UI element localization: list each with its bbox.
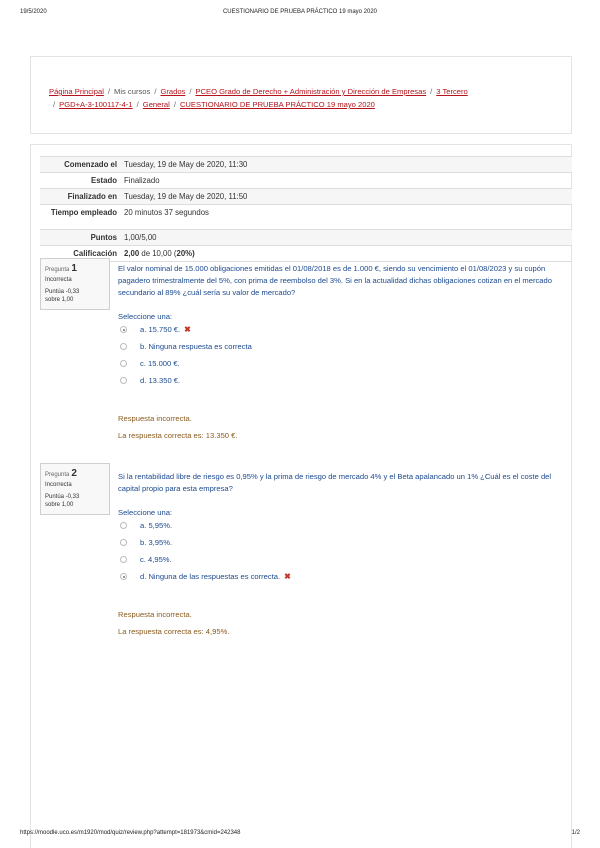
radio-icon[interactable] [120, 377, 127, 384]
answer-option[interactable] [120, 551, 291, 568]
grade-line: sobre 1,00 [45, 502, 74, 508]
summary-row-state [40, 173, 572, 189]
option-label: b. Ninguna respuesta es correcta [140, 342, 252, 351]
breadcrumb-year[interactable]: 3 Tercero [436, 87, 468, 96]
option-label: a. 15.750 €. [140, 325, 181, 334]
grade-line: Puntúa -0,33 [45, 289, 80, 295]
summary-label: Puntos [90, 233, 117, 242]
radio-selected-icon[interactable] [120, 326, 127, 333]
breadcrumb-course[interactable]: PGD+A-3-100117-4-1 [59, 100, 133, 109]
breadcrumb-separator: / [173, 100, 176, 109]
answer-option[interactable] [120, 338, 252, 355]
question-text: El valor nominal de 15.000 obligaciones emitidas el 01/08/2018 es de 1.000 €, siendo su vencimiento el 01/08/2023 y su cupón pagadero trimestralmente del 5%, con prima de reembolso del 3%. Si en la actualidad dichas obligaciones cotizan en el mercado secundario al 89% ¿cuál sería su valor de mercado? [118, 264, 552, 297]
grade-line: sobre 1,00 [45, 297, 74, 303]
summary-label: Finalizado en [67, 192, 117, 201]
answer-option[interactable] [120, 568, 291, 585]
question-number [45, 263, 105, 274]
question-text: Si la rentabilidad libre de riesgo es 0,95% y la prima de riesgo de mercado 4% y el Beta apalancado un 1% ¿Cuál es el coste del capital propio para esta empresa? [118, 472, 552, 493]
summary-row-started [40, 157, 572, 173]
summary-value: 20 minutos 37 segundos [124, 208, 209, 217]
summary-label: Estado [91, 176, 117, 185]
breadcrumb-container [30, 56, 572, 134]
grade-score: 2,00 [124, 249, 140, 258]
question-number [45, 468, 105, 479]
option-label: d. 13.350 €. [140, 376, 181, 385]
question-number-value: 2 [71, 468, 77, 479]
radio-icon[interactable] [120, 343, 127, 350]
breadcrumb-degrees[interactable]: Grados [160, 87, 186, 96]
answer-options [120, 517, 291, 585]
breadcrumb-separator: / [189, 87, 192, 96]
summary-row-points [40, 230, 572, 246]
question-feedback [118, 606, 229, 640]
summary-label: Calificación [73, 249, 117, 258]
question-grade [45, 288, 105, 304]
summary-row-finished [40, 189, 572, 205]
incorrect-icon: ✖ [284, 572, 291, 581]
print-title: CUESTIONARIO DE PRUEBA PRÁCTICO 19 mayo 2020 [222, 9, 378, 15]
answer-options [120, 321, 252, 389]
breadcrumb-separator: / [154, 87, 157, 96]
print-url: https://moodle.uco.es/m1920/mod/quiz/review.php?attempt=181973&cmid=242348 [20, 830, 241, 836]
answer-prompt: Seleccione una: [118, 312, 173, 321]
summary-value: Tuesday, 19 de May de 2020, 11:50 [124, 192, 248, 201]
summary-value [117, 246, 572, 261]
answer-option[interactable] [120, 534, 291, 551]
summary-value: 1,00/5,00 [124, 233, 157, 242]
radio-icon[interactable] [120, 539, 127, 546]
question-label: Pregunta [45, 267, 70, 273]
option-label: d. Ninguna de las respuestas es correcta. [140, 572, 281, 581]
radio-icon[interactable] [120, 360, 127, 367]
breadcrumb-program[interactable]: PCEO Grado de Derecho + Administración y Dirección de Empresas [195, 87, 427, 96]
feedback-result: Respuesta incorrecta. [118, 414, 192, 423]
radio-icon[interactable] [120, 556, 127, 563]
option-label: a. 5,95%. [140, 521, 173, 530]
breadcrumb [49, 85, 559, 111]
answer-option[interactable] [120, 321, 252, 338]
answer-option[interactable] [120, 517, 291, 534]
question-state: Incorrecta [45, 482, 72, 488]
option-label: c. 15.000 €. [140, 359, 180, 368]
breadcrumb-separator: / [430, 87, 433, 96]
question-grade [45, 493, 105, 509]
grade-suffix: %) [185, 249, 195, 258]
feedback-correct-answer: La respuesta correcta es: 4,95%. [118, 627, 230, 636]
attempt-summary-table [40, 156, 572, 262]
breadcrumb-separator: / [136, 100, 139, 109]
breadcrumb-separator: / [53, 100, 56, 109]
option-label: b. 3,95%. [140, 538, 173, 547]
question-info [40, 463, 110, 515]
question-state: Incorrecta [45, 277, 72, 283]
breadcrumb-my-courses: Mis cursos [114, 87, 151, 96]
print-page-number: 1/2 [571, 830, 580, 836]
option-label: c. 4,95%. [140, 555, 172, 564]
feedback-correct-answer: La respuesta correcta es: 13.350 €. [118, 431, 238, 440]
feedback-result: Respuesta incorrecta. [118, 610, 192, 619]
answer-option[interactable] [120, 372, 252, 389]
radio-icon[interactable] [120, 522, 127, 529]
breadcrumb-separator: / [107, 87, 111, 96]
summary-row-grade [40, 246, 572, 262]
question-info [40, 258, 110, 310]
summary-label: Comenzado el [64, 160, 117, 169]
grade-of: de 10,00 ( [141, 249, 177, 258]
answer-prompt: Seleccione una: [118, 508, 173, 517]
summary-value: Finalizado [124, 176, 160, 185]
radio-selected-icon[interactable] [120, 573, 127, 580]
summary-value: Tuesday, 19 de May de 2020, 11:30 [124, 160, 248, 169]
summary-row-time [40, 205, 572, 230]
question-label: Pregunta [45, 472, 70, 478]
breadcrumb-quiz[interactable]: CUESTIONARIO DE PRUEBA PRÁCTICO 19 mayo 2020 [179, 100, 375, 109]
print-date: 19/5/2020 [20, 9, 47, 15]
breadcrumb-home[interactable]: Página Principal [49, 87, 104, 96]
incorrect-icon: ✖ [184, 325, 191, 334]
grade-line: Puntúa -0,33 [45, 494, 80, 500]
summary-label: Tiempo empleado [50, 208, 117, 217]
breadcrumb-general[interactable]: General [142, 100, 170, 109]
question-number-value: 1 [71, 263, 77, 274]
answer-option[interactable] [120, 355, 252, 372]
question-feedback [118, 410, 237, 444]
grade-percent: 20 [176, 249, 186, 258]
